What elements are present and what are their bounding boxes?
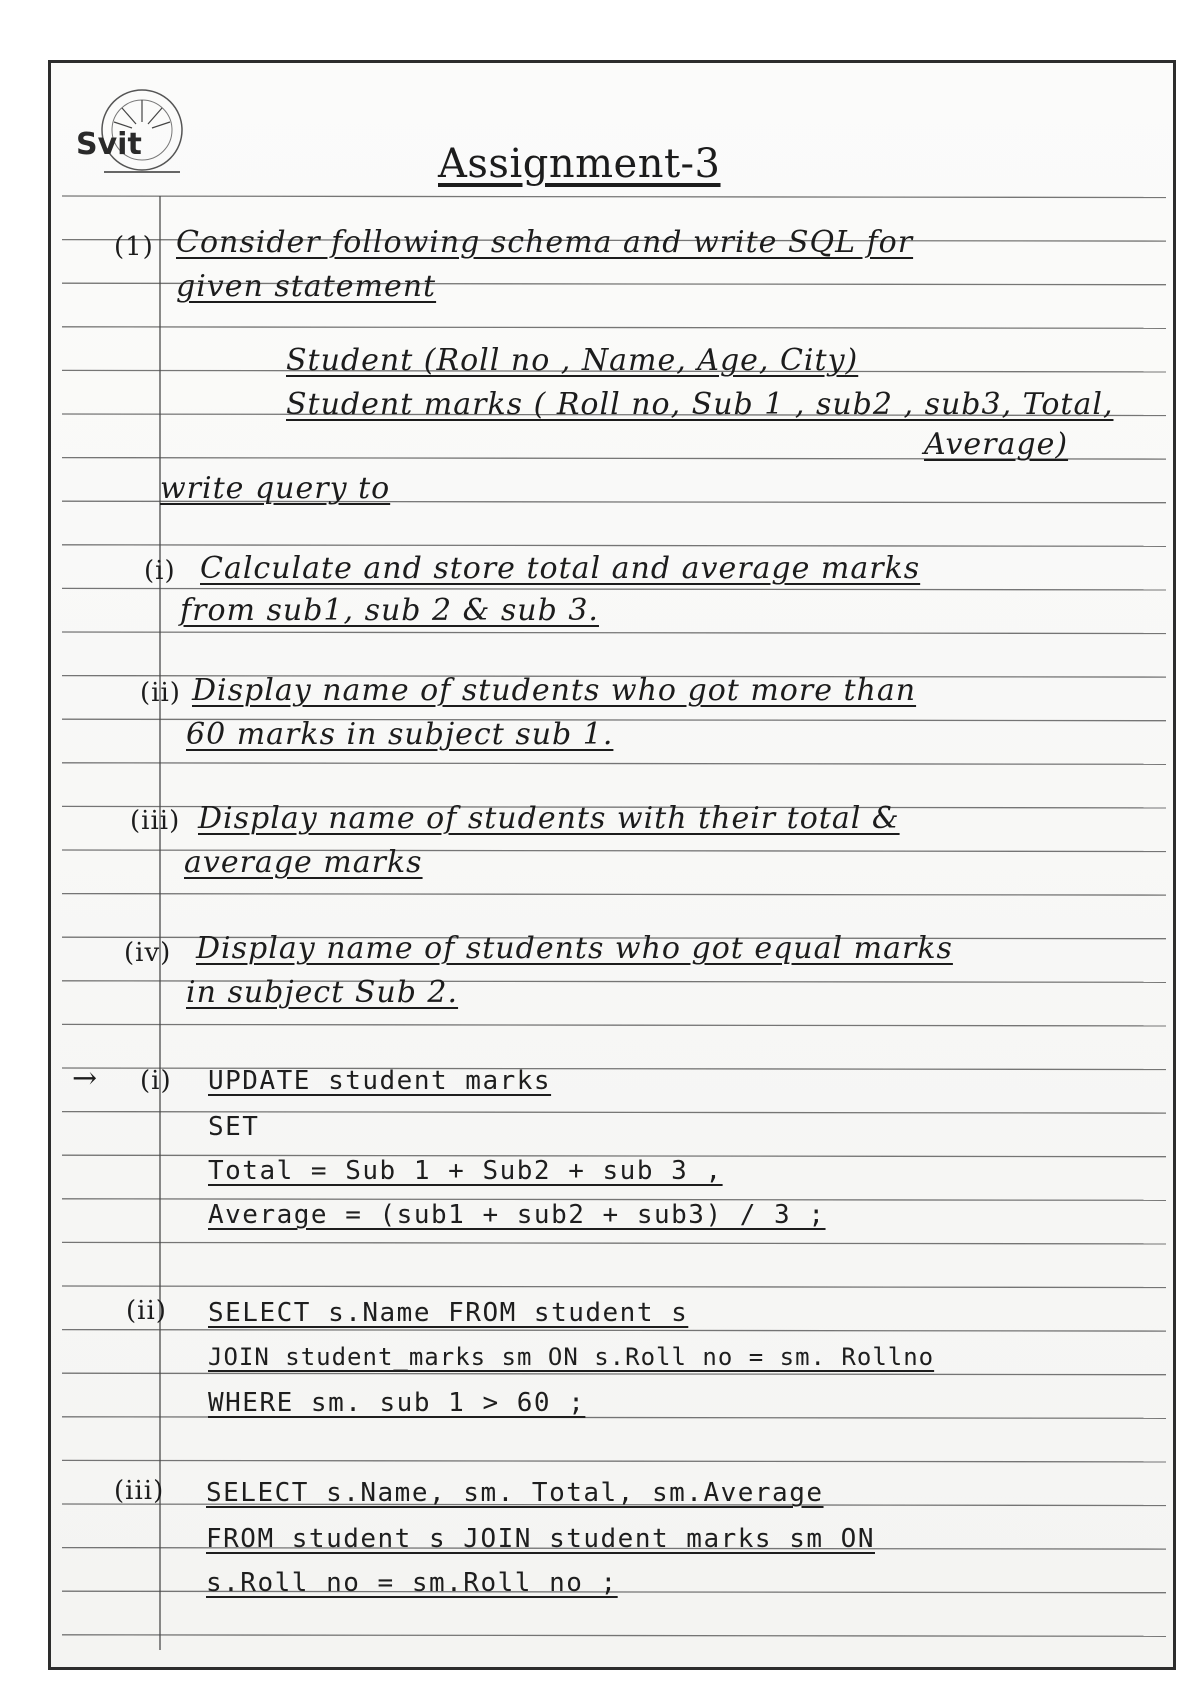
ruled-line [62,545,1166,547]
part-number: (iii) [130,806,181,836]
answer-line: Total = Sub 1 + Sub2 + sub 3 , [208,1156,723,1186]
schema-student: Student (Roll no , Name, Age, City) [286,343,859,378]
answer-arrow-icon: → [72,1061,99,1096]
ruled-line [62,1242,1166,1244]
ruled-line [62,894,1166,896]
answer-line: SET [208,1112,260,1142]
answer-number: (iii) [114,1476,165,1506]
answer-line: UPDATE student_marks [208,1066,552,1096]
ruled-line [62,1024,1166,1026]
schema-student-marks: Student marks ( Roll no, Sub 1 , sub2 , sub3, Total, [286,387,1114,422]
answer-line: WHERE sm. sub 1 > 60 ; [208,1388,586,1418]
answer-line: Average = (sub1 + sub2 + sub3) / 3 ; [208,1200,826,1230]
part-text-line1: Display name of students with their total & [198,801,900,836]
ruled-line [62,196,1166,198]
answer-line: SELECT s.Name, sm. Total, sm.Average [206,1478,824,1508]
answer-line: s.Roll no = sm.Roll no ; [206,1568,618,1598]
part-number: (iv) [124,938,172,968]
answer-number: (i) [140,1066,172,1096]
part-text-line2: 60 marks in subject sub 1. [186,717,614,752]
page-title: Assignment-3 [438,141,721,187]
question-number: (1) [114,232,154,262]
ruled-line [62,632,1166,634]
ruled-line [62,1286,1166,1288]
part-number: (ii) [140,678,181,708]
part-number: (i) [144,556,176,586]
query-prompt: write query to [160,471,391,506]
ruled-line [62,1460,1166,1462]
ruled-line [62,327,1166,329]
answer-line: SELECT s.Name FROM student s [208,1298,689,1328]
question-intro-line1: Consider following schema and write SQL for [176,225,914,260]
question-intro-line2: given statement [176,269,437,304]
ruled-line [62,1635,1166,1637]
answer-line: JOIN student_marks sm ON s.Roll no = sm. Rollno [208,1343,935,1371]
schema-student-marks-cont: Average) [924,427,1069,462]
part-text-line2: average marks [184,845,423,880]
part-text-line2: from sub1, sub 2 & sub 3. [180,593,599,628]
part-text-line1: Display name of students who got equal marks [196,931,953,966]
answer-line: FROM student s JOIN student_marks sm ON [206,1524,875,1554]
logo-text: Svit [76,127,142,162]
part-text-line1: Calculate and store total and average marks [200,551,921,586]
answer-number: (ii) [126,1296,167,1326]
ruled-line [62,588,1166,590]
part-text-line2: in subject Sub 2. [186,975,459,1010]
ruled-line [62,763,1166,765]
part-text-line1: Display name of students who got more than [192,673,917,708]
college-seal-icon [74,88,204,188]
